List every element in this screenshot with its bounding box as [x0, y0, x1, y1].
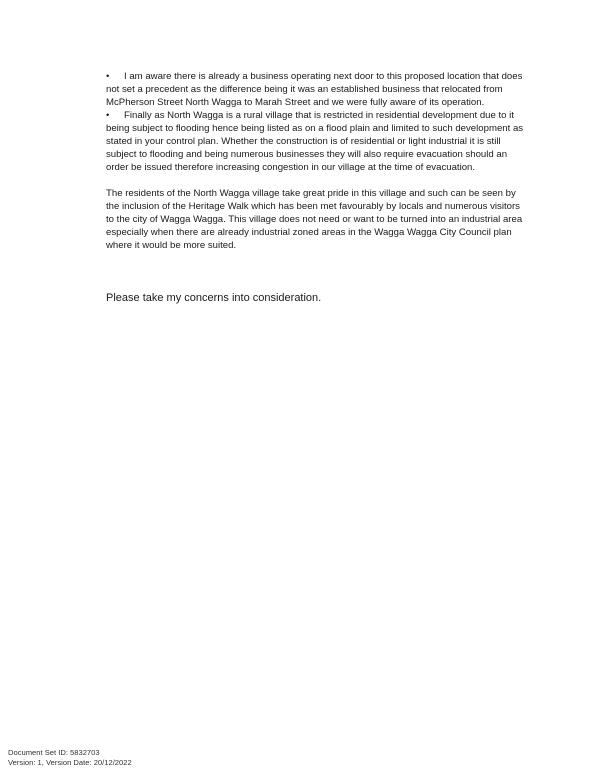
- letter-body: [106, 70, 526, 252]
- bullet-marker: •: [106, 110, 110, 121]
- bullet-item-1: [106, 70, 526, 109]
- bullet-text: I am aware there is already a business operating next door to this proposed location that does not set a precedent as the difference being it was an established business that relocated from McPherson Street North Wagga to Marah Street and we were fully aware of its operation.: [106, 71, 523, 108]
- document-footer: [8, 748, 132, 768]
- bullet-marker: •: [106, 71, 110, 82]
- version-info: Version: 1, Version Date: 20/12/2022: [8, 758, 132, 767]
- closing-line: Please take my concerns into consideration.: [106, 292, 322, 304]
- document-set-id: Document Set ID: 5832703: [8, 748, 100, 757]
- bullet-item-2: [106, 109, 526, 174]
- body-paragraph: The residents of the North Wagga village take great pride in this village and such can be seen by the inclusion of the Heritage Walk which has been met favourably by locals and numerous visitors to the city of Wagga Wagga. This village does not need or want to be turned into an industrial area especially when there are already industrial zoned areas in the Wagga Wagga City Council plan where it would be more suited.: [106, 188, 523, 251]
- bullet-text: Finally as North Wagga is a rural village that is restricted in residential development due to it being subject to flooding hence being listed as on a flood plain and limited to such development as stated in your control plan. Whether the construction is of residential or light industrial it is still subject to flooding and being numerous businesses they will also require evacuation should an order be issued therefore increasing congestion in our village at the time of evacuation.: [106, 110, 524, 173]
